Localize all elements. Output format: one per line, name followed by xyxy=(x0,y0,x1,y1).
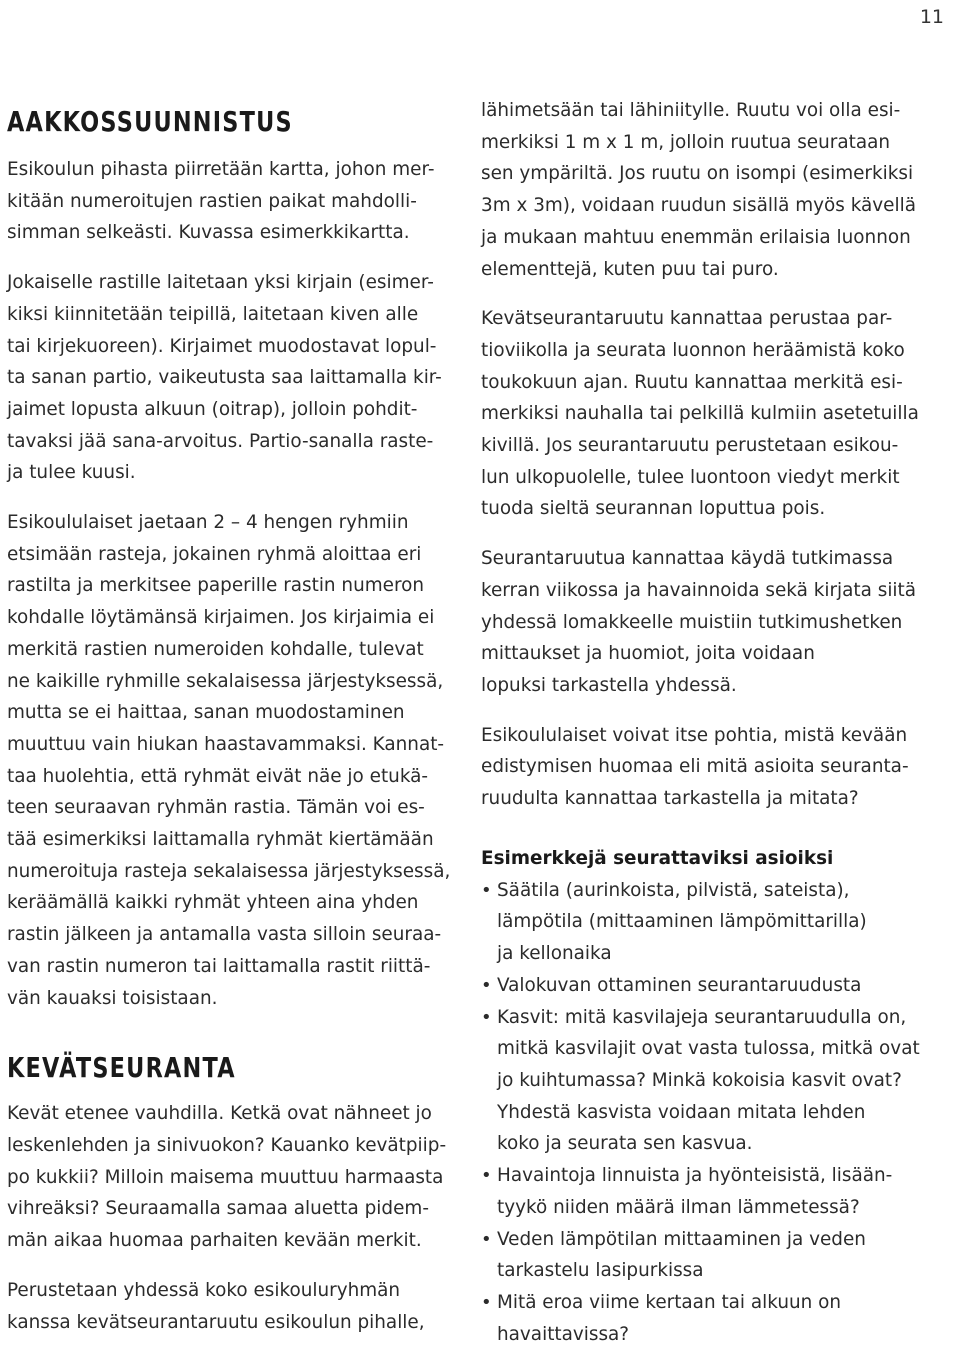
paragraph: Kevät etenee vauhdilla. Ketkä ovat nähneet jo leskenlehden ja sinivuokon? Kauanko kevätpiip- po kukkii? Milloin maisema muuttuu harmaasta vihreäksi? Seuraamalla samaa aluetta pidem- män aikaa huomaa parhaiten kevään merkit. xyxy=(7,1103,447,1252)
left-column xyxy=(7,96,452,1356)
paragraph: Kevätseurantaruutu kannattaa perustaa par- tioviikolla ja seurata luonnon heräämistä koko toukokuun ajan. Ruutu kannattaa merkitä esi- merkiksi nauhalla tai pelkillä kulmiin asetetuilla kivillä. Jos seurantaruutu perustetaan esikou- lun ulkopuolelle, tulee luontoon viedyt merkit tuoda sieltä seurannan loputtua pois. xyxy=(481,308,919,520)
section-heading-kevatseuranta: KEVÄTSEURANTA xyxy=(7,1051,236,1085)
list-item-text: Valokuvan ottaminen seurantaruudusta xyxy=(497,974,862,996)
list-title: Esimerkkejä seurattaviksi asioiksi xyxy=(481,847,834,869)
bullet-icon: • xyxy=(481,1165,492,1187)
bullet-icon: • xyxy=(481,1228,492,1250)
paragraph: Perustetaan yhdessä koko esikouluryhmän kanssa kevätseurantaruutu esikoulun pihalle, xyxy=(7,1279,425,1333)
list-item xyxy=(481,1002,926,1161)
list-item xyxy=(481,1160,926,1223)
list-item-text: Veden lämpötilan mittaaminen ja veden tarkastelu lasipurkissa xyxy=(497,1228,866,1282)
paragraph: Seurantaruutua kannattaa käydä tutkimassa kerran viikossa ja havainnoida sekä kirjata siitä yhdessä lomakkeelle muistiin tutkimushetken mittaukset ja huomiot, joita voidaan lopuksi tarkastella yhdessä. xyxy=(481,548,917,696)
paragraph: lähimetsään tai lähiniitylle. Ruutu voi olla esi- merkiksi 1 m x 1 m, jolloin ruutua seurataan sen ympäriltä. Jos ruutu on isompi (esimerkiksi 3m x 3m), voidaan ruudun sisällä myös kävellä ja mukaan mahtuu enemmän erilaisia luonnon elementtejä, kuten puu tai puro. xyxy=(481,100,916,280)
paragraph: Esikoululaiset jaetaan 2 – 4 hengen ryhmiin etsimään rasteja, jokainen ryhmä aloittaa eri rastilta ja merkitsee paperille rastin numeron kohdalle löytämänsä kirjaimen. Jos kirjaimia ei merkitä rastien numeroiden kohdalle, tulevat ne kaikille ryhmille sekalaisessa järjestyksessä, mutta se ei haittaa, sanan muodostaminen muuttuu vain hiukan haastavammaksi. Kannat- taa huolehtia, että ryhmät eivät näe jo etukä- teen seuraavan ryhmän rastia. Tämän voi es- tää esimerkiksi laittamalla ryhmät kiertämään numeroituja rasteja sekalaisessa järjestyksessä, keräämällä kaikki ryhmät yhteen aina yhden rastin jälkeen ja antamalla vasta silloin seuraa- van rastin numeron tai laittamalla rastit riittä- vän kauaksi toisistaan. xyxy=(7,512,451,1009)
list-item xyxy=(481,1287,926,1350)
paragraph: Esikoululaiset voivat itse pohtia, mistä kevään edistymisen huomaa eli mitä asioita seuranta- ruudulta kannattaa tarkastella ja mitata? xyxy=(481,724,909,810)
list-item-text: Havaintoja linnuista ja hyönteisistä, lisään- tyykö niiden määrä ilman lämmetessä? xyxy=(497,1165,893,1218)
bullet-icon: • xyxy=(481,1291,492,1313)
list-item xyxy=(481,1224,926,1287)
example-list xyxy=(481,875,926,1351)
list-item-text: Kasvit: mitä kasvilajeja seurantaruudulla on, mitkä kasvilajit ovat vasta tulossa, mitkä ovat jo kuihtumassa? Minkä kokoisia kasvit ovat? Yhdestä kasvista voidaan mitata lehden koko ja seurata sen kasvua. xyxy=(497,1006,920,1155)
bullet-icon: • xyxy=(481,974,492,996)
paragraph: Jokaiselle rastille laitetaan yksi kirjain (esimer- kiksi kiinnitetään teipillä, laitetaan kiven alle tai kirjekuoreen). Kirjaimet muodostavat lopul- ta sanan partio, vaikeutusta saa laittamalla kir- jaimet lopusta alkuun (oitrap), jolloin pohdit- tavaksi jää sana-arvoitus. Partio-sanalla raste- ja tulee kuusi. xyxy=(7,272,442,484)
list-item xyxy=(481,970,926,1002)
list-item-text: Säätila (aurinkoista, pilvistä, sateista), lämpötila (mittaaminen lämpömittarilla) ja kellonaika xyxy=(497,879,867,965)
bullet-icon: • xyxy=(481,1006,492,1028)
right-column xyxy=(481,95,926,1350)
list-item-text: Mitä eroa viime kertaan tai alkuun on havaittavissa? xyxy=(497,1291,842,1345)
page-number: 11 xyxy=(919,6,944,28)
section-heading-aakkossuunnistus: AAKKOSSUUNNISTUS xyxy=(7,105,293,138)
bullet-icon: • xyxy=(481,879,492,901)
paragraph: Esikoulun pihasta piirretään kartta, johon mer- kitään numeroitujen rastien paikat mahdolli- simman selkeästi. Kuvassa esimerkkikartta. xyxy=(7,159,435,244)
list-item xyxy=(481,875,926,970)
